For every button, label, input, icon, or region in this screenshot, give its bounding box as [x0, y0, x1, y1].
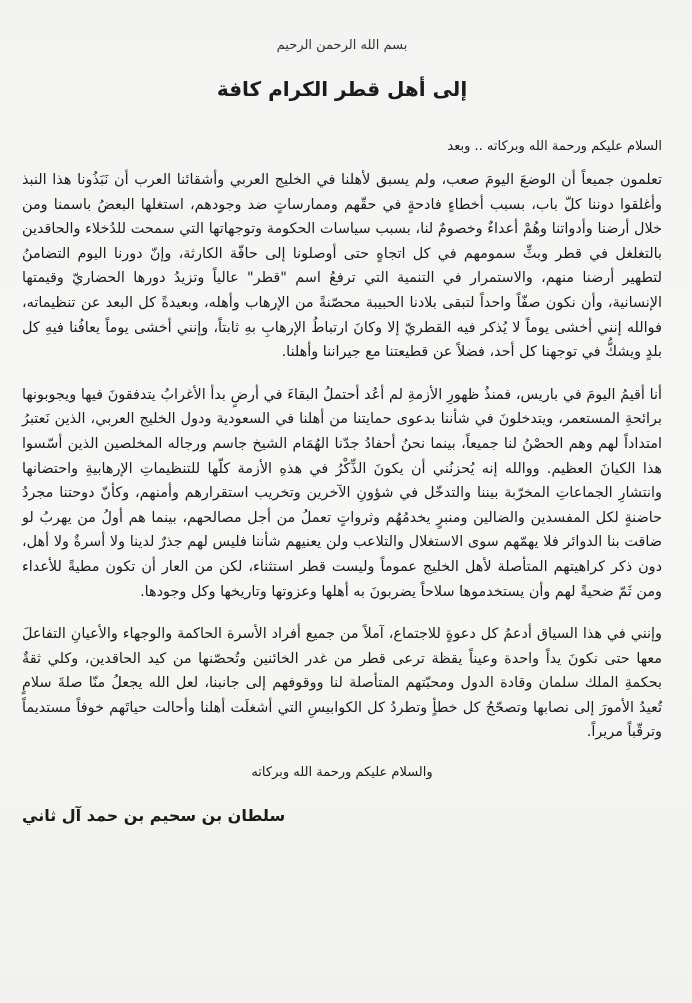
- closing-salutation: والسلام عليكم ورحمة الله وبركاته: [251, 765, 433, 781]
- signature: سلطان بن سحيم بن حمد آل ثاني: [22, 806, 286, 826]
- paragraph-3: وإنني في هذا السياق أدعمُ كل دعوةٍ للاجتماع، آملاً من جميع أفراد الأسرة الحاكمة والوجهاء والأعيانِ التفاعلَ معها حتى نكونَ يداً واحدة وعيناً يقظة ترعى قطر من غدر الخائنين وتُحصّنها من كيد الحاقدين، وكلي ثقةٌ بحكمةِ الملك سلمان وقادة الدول ومحبّتهم المتأصلة لنا ووقوفهم إلى جانبنا، لعل الله يجعلُ منّا صلةَ سلامٍ تُعيدُ الأمورَ إلى نصابها وتصحّحُ كل خطأٍ وتطردُ كل الكوابيسِ التي أشغلَت أهلنا وأحالت حياتَهم خوفاً مستديماً وترقّباً مريراً.: [22, 626, 662, 741]
- greeting: السلام عليكم ورحمة الله وبركاته .. وبعد: [447, 139, 662, 154]
- paragraph-1: تعلمون جميعاً أن الوضعَ اليومَ صعب، ولم يسبق لأهلنا في الخليج العربي وأشقائنا العرب أن نَبَذُونا هذا النبذ وأغلقوا دوننا كلّ باب، بسبب أخطاءٍ فادحةٍ في حقّهم وممارساتٍ ضد وجودهم، استغلها البعضُ باسمنا ومن خلال أرضنا وأدواتنا وهُمْ أعداءٌ وخصومٌ لنا، بسبب سياسات الحكومة وتوجهاتها التي سمحت للدُخلاء والحاقدين بالتغلغل في قطر وبثِّ سمومهم في كل اتجاهٍ حتى أوصلونا إلى حافّة الكارثة، وإنّ دورنا اليوم التضامنُ لتطهير أرضنا منهم، والاستمرار في التنمية التي ترفعُ اسم "قطر" عالياً وتزيدُ دورها الحضاريّ وقيمتها الإنسانية، وأن نكون صفّاً واحداً لتبقى بلادنا الحبيبة محصّنةً من الإرهاب وأهله، وبعيدةً كل البعد عن تنظيماته، فوالله إنني أخشى يوماً لا يُذكر فيه القطريّ إلا وكانَ ارتباطُ الإرهابِ بهِ ثابتاً، وإنني أخشى يوماً يعافُنا فيهِ كل بلدٍ ويشكُّ في توجهنا كل أحد، فضلاً عن قطيعتنا مع جيراننا وأهلنا.: [22, 172, 662, 361]
- signature-block: [22, 806, 662, 825]
- basmala: بسم الله الرحمن الرحيم: [276, 38, 408, 53]
- paragraph-2: أنا أقيمُ اليومَ في باريس، فمنذُ ظهورِ الأزمةِ لم أعُد أحتملُ البقاءَ في أرضٍ بدأ الأغرابُ يتدفقونَ فيها ويجوبونها برائحةِ المستعمر، ويتدخلونَ في شأننا بدعوى حمايتنا من أهلنا في السعودية ودول الخليج العربي، الذين نَعتبرُ امتداداً لهم وهم الحصْنُ لنا جميعاً، بينما نحنُ أحفادُ جدّنا الهُمَام الشيخ جاسم ورجاله المخلصين الذين أسّسوا هذا الكيانَ العظيم. ووالله إنه يُحزنُني أن يكونَ الذِّكْرُ في هذهِ الأزمة كلّها للتنظيماتِ الإرهابيةِ واحتضانها وانتشارِ الجماعاتِ المخرّبة بيننا والتدخّل في شؤونِ الآخرين وتخريب استقرارهم وأمنهم، وكأنّ دوحتنا مجردُ حاضنةٍ لكل المفسدين والضالين ومنبرٍ يخدمُهُم وثرواتٍ تعملُ من أجل مصالحهم، بينما هم أولُ من يهربُ لو ضاقت بنا الدوائر فلا يهمّهم سوى الاستغلال والتلاعب ولن يعنيهم شأننا فليس لهم جذرٌ لدينا ولا أسرةٌ ولا أهل، دون ذكر كراهيتهم المتأصلة لأهل الخليج عموماً وليست قطر استثناء، لكن من العار أن تكون مطيةً للأعداء ومن ثَمّ ضحيةً لهم وأن يستخدموها سلاحاً يضربونَ به أهلها وعزوتها وتاريخها وكل وجودها.: [22, 386, 662, 600]
- letter-title: إلى أهل قطر الكرام كافة: [216, 77, 468, 101]
